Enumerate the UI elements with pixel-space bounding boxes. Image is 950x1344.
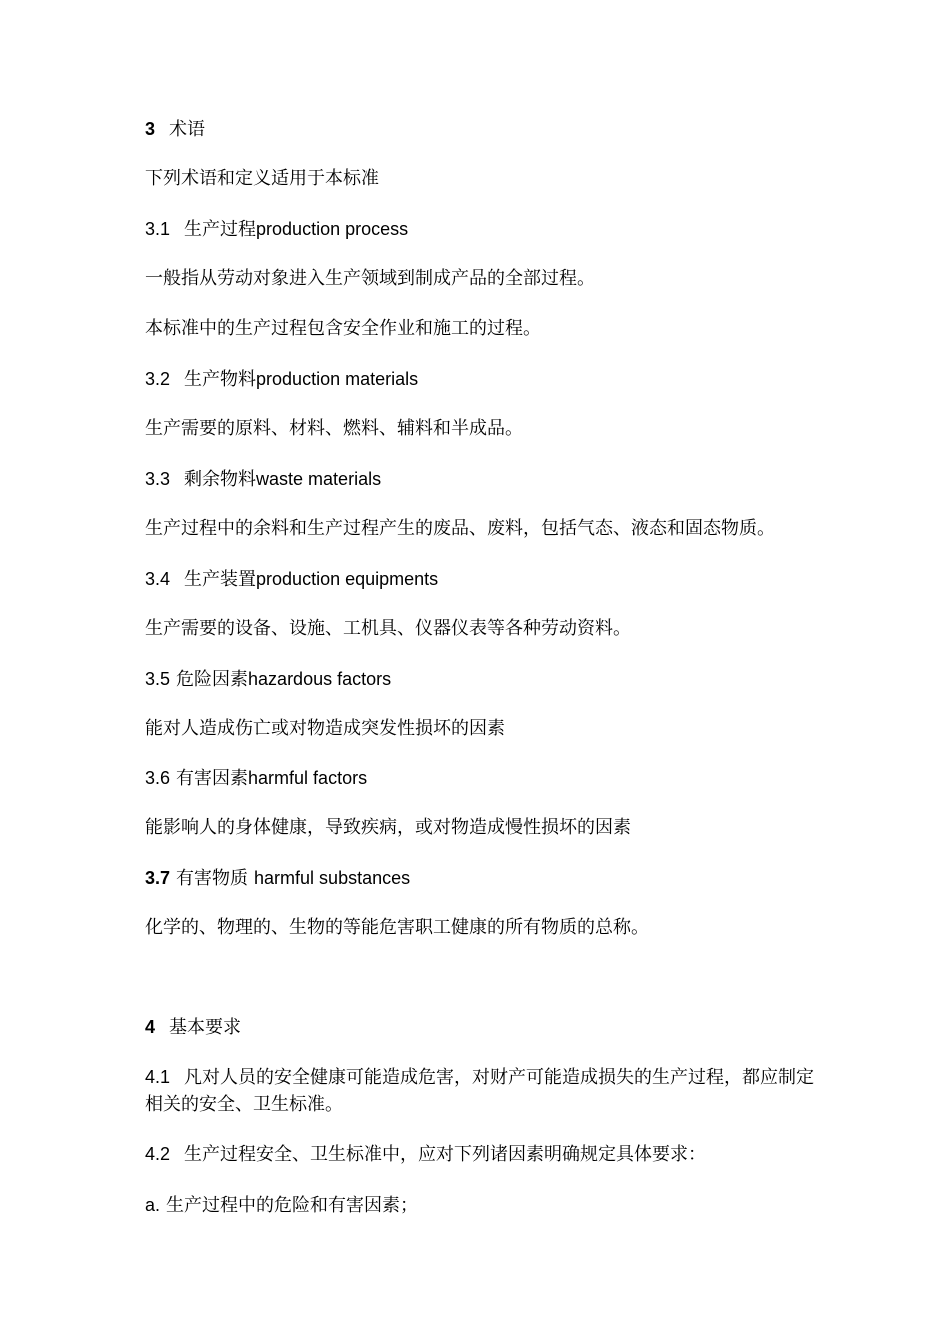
term-definition: 本标准中的生产过程包含安全作业和施工的过程。 [145, 318, 541, 339]
term-zh: 生产装置 [184, 569, 257, 590]
section-title: 术语 [169, 119, 206, 140]
term-definition: 一般指从劳动对象进入生产领域到制成产品的全部过程。 [145, 268, 595, 289]
term-definition: 能对人造成伤亡或对物造成突发性损坏的因素 [145, 718, 505, 739]
term-en: production equipments [256, 569, 439, 589]
requirement-4-1 [145, 1064, 815, 1118]
term-zh: 有害物质 [176, 868, 249, 889]
section-intro: 下列术语和定义适用于本标准 [145, 168, 379, 189]
section-title: 基本要求 [169, 1017, 242, 1038]
term-heading-3-7 [145, 866, 410, 891]
term-zh: 有害因素 [176, 768, 249, 789]
term-en: production materials [256, 369, 419, 389]
requirement-number: 4.2 [145, 1144, 171, 1164]
term-en: production process [256, 219, 409, 239]
term-number: 3.1 [145, 219, 171, 239]
term-heading-3-5 [145, 667, 391, 692]
term-en: hazardous factors [248, 669, 392, 689]
requirement-list-item [145, 1193, 418, 1218]
term-zh: 剩余物料 [184, 469, 257, 490]
section-number: 4 [145, 1017, 156, 1037]
term-definition: 能影响人的身体健康，导致疾病，或对物造成慢性损坏的因素 [145, 817, 631, 838]
requirement-text: 凡对人员的安全健康可能造成危害，对财产可能造成损失的生产过程，都应制定相关的安全、卫生标准。 [145, 1067, 815, 1115]
term-number: 3.3 [145, 469, 171, 489]
requirement-number: 4.1 [145, 1067, 171, 1087]
requirement-text: 生产过程安全、卫生标准中，应对下列诸因素明确规定具体要求： [184, 1144, 707, 1165]
list-item-text: 生产过程中的危险和有害因素； [166, 1195, 419, 1216]
term-definition: 生产需要的设备、设施、工机具、仪器仪表等各种劳动资料。 [145, 618, 631, 639]
term-zh: 危险因素 [176, 669, 249, 690]
term-heading-3-6 [145, 766, 367, 791]
term-heading-3-2 [145, 367, 418, 392]
section-3-heading [145, 117, 205, 142]
term-number: 3.6 [145, 768, 171, 788]
term-definition: 生产过程中的余料和生产过程产生的废品、废料，包括气态、液态和固态物质。 [145, 518, 775, 539]
section-4-heading [145, 1015, 241, 1040]
term-en: harmful factors [248, 768, 368, 788]
term-heading-3-1 [145, 217, 408, 242]
term-en: harmful substances [254, 868, 411, 888]
term-heading-3-3 [145, 467, 381, 492]
term-definition: 生产需要的原料、材料、燃料、辅料和半成品。 [145, 418, 523, 439]
term-zh: 生产过程 [184, 219, 257, 240]
list-marker: a. [145, 1195, 161, 1215]
term-number: 3.7 [145, 868, 171, 888]
term-en: waste materials [256, 469, 382, 489]
requirement-4-2 [145, 1142, 706, 1167]
term-heading-3-4 [145, 567, 438, 592]
term-number: 3.4 [145, 569, 171, 589]
section-number: 3 [145, 119, 156, 139]
term-zh: 生产物料 [184, 369, 257, 390]
term-definition: 化学的、物理的、生物的等能危害职工健康的所有物质的总称。 [145, 917, 649, 938]
term-number: 3.2 [145, 369, 171, 389]
term-number: 3.5 [145, 669, 171, 689]
